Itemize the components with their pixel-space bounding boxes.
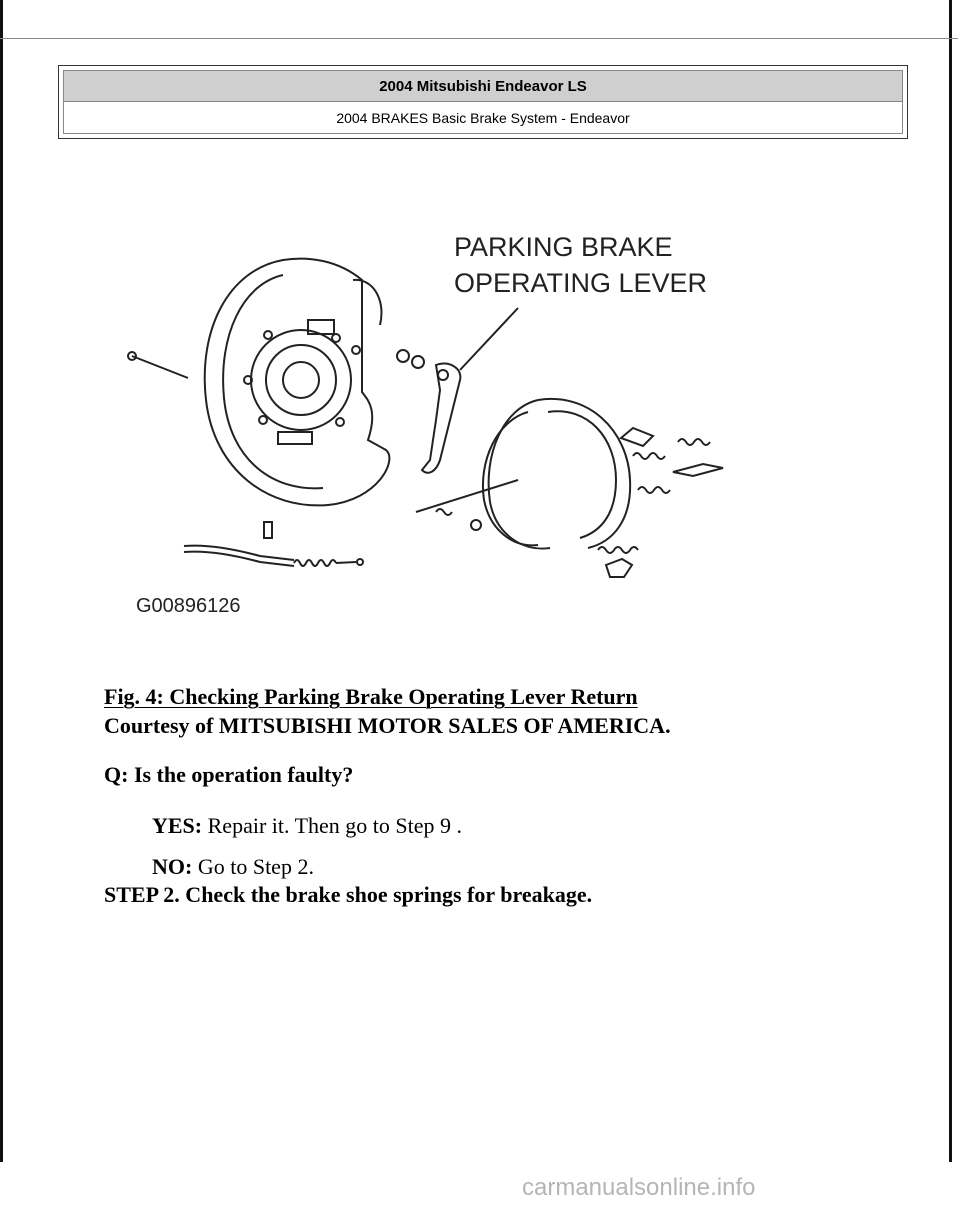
pin-part xyxy=(132,356,188,378)
figure-caption-credit: Courtesy of MITSUBISHI MOTOR SALES OF AMERICA. xyxy=(104,713,671,738)
answer-yes-text: Repair it. Then go to Step 9 . xyxy=(202,813,463,838)
answer-no-text: Go to Step 2. xyxy=(192,854,314,879)
brake-assembly-illustration xyxy=(118,220,758,620)
page-top-line xyxy=(0,38,958,39)
step-heading: STEP 2. Check the brake shoe springs for breakage. xyxy=(104,882,593,907)
answer-yes xyxy=(152,813,462,839)
backing-plate xyxy=(205,259,390,506)
figure-code: G00896126 xyxy=(136,595,241,617)
springs-and-clips xyxy=(436,428,723,577)
figure-caption-title: Fig. 4: Checking Parking Brake Operating Lever Return xyxy=(104,684,638,709)
washer-part xyxy=(397,350,409,362)
answer-no-label: NO: xyxy=(152,854,193,879)
parking-brake-cable xyxy=(184,522,363,566)
brake-shoes xyxy=(416,399,630,549)
brake-diagram-figure xyxy=(118,220,758,620)
header-title: 2004 Mitsubishi Endeavor LS xyxy=(64,71,902,102)
answer-yes-label: YES: xyxy=(152,813,203,838)
watermark-text: carmanualsonline.info xyxy=(522,1174,756,1201)
header-inner xyxy=(63,70,903,134)
question-text: Q: Is the operation faulty? xyxy=(104,762,354,787)
figure-label-line2: OPERATING LEVER xyxy=(454,268,708,298)
document-header xyxy=(58,65,908,139)
callout-leader-line xyxy=(460,308,518,370)
answer-no xyxy=(152,854,314,880)
figure-label-line1: PARKING BRAKE xyxy=(454,232,673,262)
header-subtitle: 2004 BRAKES Basic Brake System - Endeavor xyxy=(336,109,630,126)
